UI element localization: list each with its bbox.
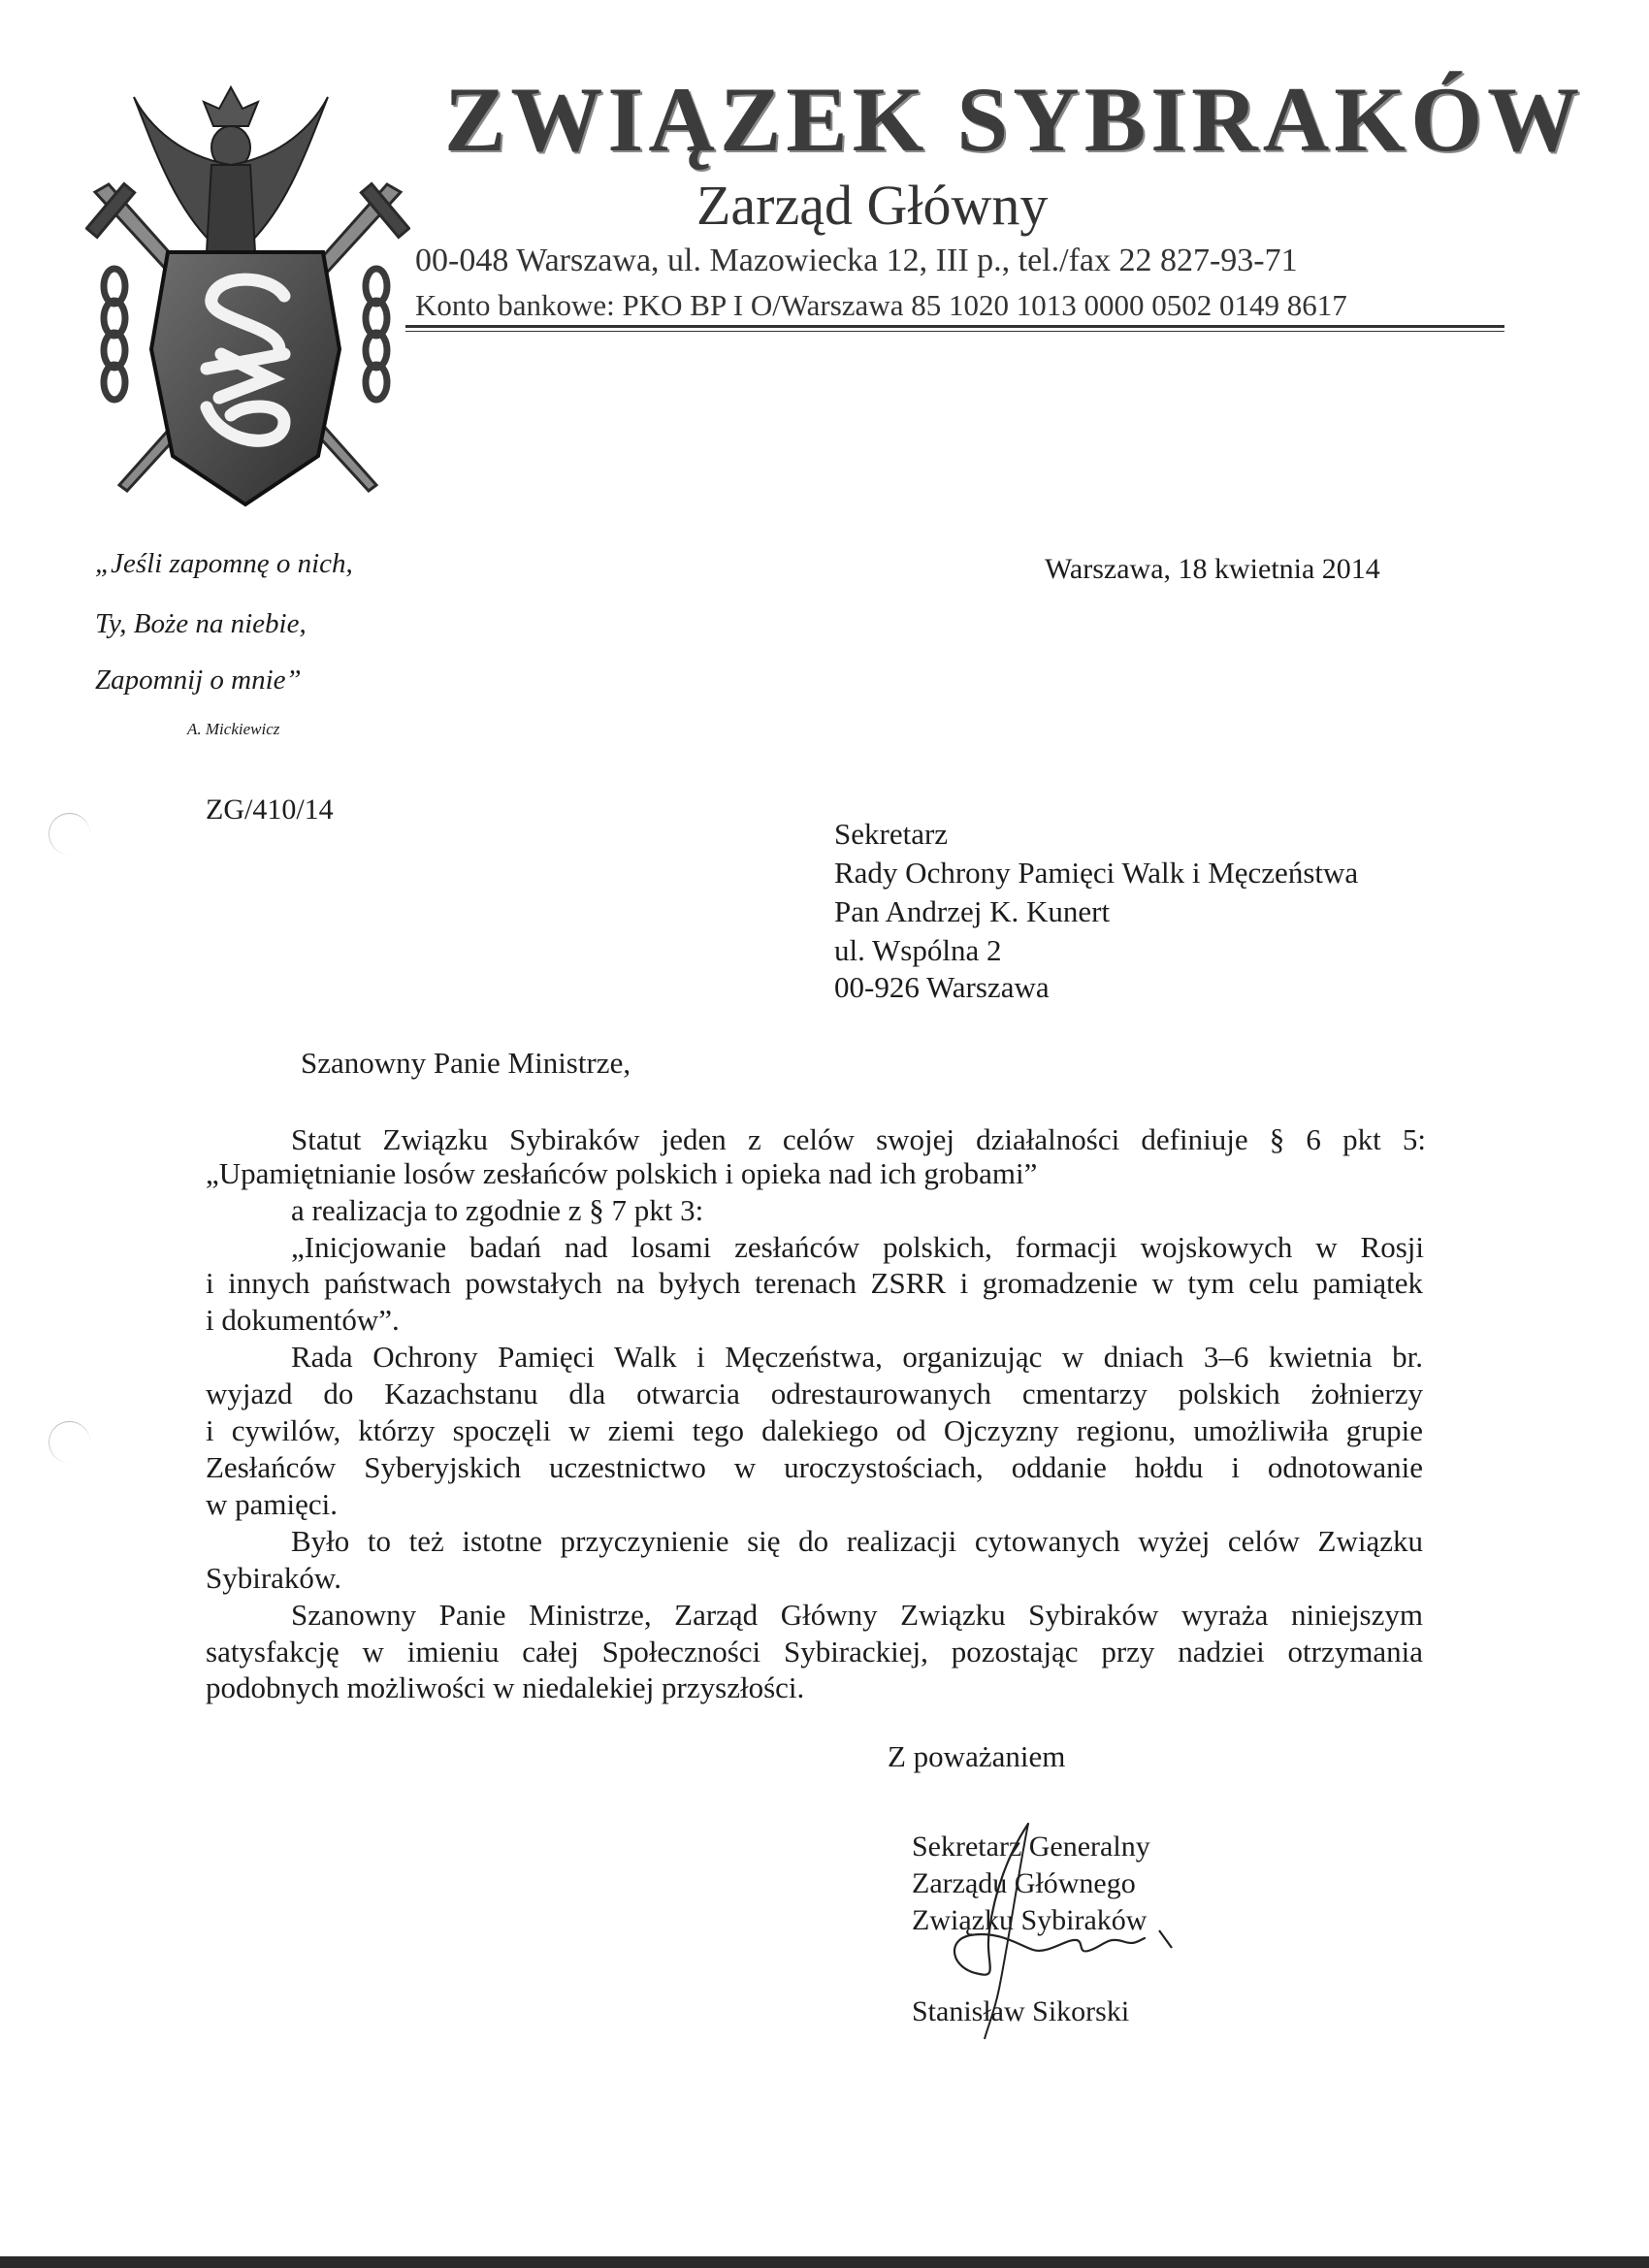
body-line: „Inicjowanie badań nad losami zesłańców polskich, formacji wojskowych w Rosji: [291, 1230, 1424, 1264]
body-line: „Upamiętnianie losów zesłańców polskich i opieka nad ich grobami”: [206, 1156, 1038, 1190]
signatory-name: Stanisław Sikorski: [912, 1995, 1130, 2027]
body-line: i dokumentów”.: [206, 1303, 400, 1337]
body-line: w pamięci.: [206, 1487, 339, 1521]
motto-line: Zapomnij o mnie”: [95, 664, 302, 696]
scan-edge: [0, 2256, 1649, 2268]
signatory-title: Sekretarz Generalny: [912, 1831, 1150, 1863]
organization-name: ZWIĄZEK SYBIRAKÓW: [444, 68, 1585, 171]
header-divider: [405, 325, 1504, 328]
motto-line: „Jeśli zapomnę o nich,: [95, 548, 353, 579]
recipient-line: ul. Wspólna 2: [834, 933, 1002, 967]
body-line: i innych państwach powstałych na byłych terenach ZSRR i gromadzenie w tym celu pamiątek: [206, 1266, 1423, 1300]
motto-author: A. Mickiewicz: [187, 720, 280, 738]
union-emblem-logo: [85, 58, 410, 514]
bank-account: Konto bankowe: PKO BP I O/Warszawa 85 1020 1013 0000 0502 0149 8617: [415, 288, 1347, 322]
body-line: Statut Związku Sybiraków jeden z celów swojej działalności definiuje § 6 pkt 5:: [291, 1122, 1426, 1156]
body-line: Sybiraków.: [206, 1561, 342, 1595]
letter-date: Warszawa, 18 kwietnia 2014: [1045, 553, 1380, 585]
recipient-line: Rady Ochrony Pamięci Walk i Męczeństwa: [834, 856, 1359, 890]
body-line: podobnych możliwości w niedalekiej przyszłości.: [206, 1670, 805, 1704]
header-divider-thin: [405, 331, 1504, 332]
salutation: Szanowny Panie Ministrze,: [301, 1046, 631, 1080]
recipient-line: 00-926 Warszawa: [834, 970, 1050, 1004]
closing: Z poważaniem: [888, 1739, 1066, 1773]
organization-subtitle: Zarząd Główny: [696, 174, 1049, 237]
body-line: wyjazd do Kazachstanu dla otwarcia odrestaurowanych cmentarzy polskich żołnierzy: [206, 1377, 1423, 1410]
reference-number: ZG/410/14: [206, 794, 334, 826]
motto-line: Ty, Boże na niebie,: [95, 608, 307, 639]
signatory-title: Zarządu Głównego: [912, 1867, 1136, 1899]
recipient-line: Sekretarz: [834, 817, 949, 851]
shield-icon: [151, 252, 340, 504]
body-line: a realizacja to zgodnie z § 7 pkt 3:: [291, 1193, 704, 1227]
body-line: Rada Ochrony Pamięci Walk i Męczeństwa, organizując w dniach 3–6 kwietnia br.: [291, 1340, 1423, 1374]
body-line: Było to też istotne przyczynienie się do realizacji cytowanych wyżej celów Związku: [291, 1524, 1423, 1558]
body-line: Szanowny Panie Ministrze, Zarząd Główny Związku Sybiraków wyraża niniejszym: [291, 1598, 1423, 1632]
signatory-title: Związku Sybiraków: [912, 1904, 1148, 1936]
punch-hole-mark: [48, 813, 90, 855]
recipient-line: Pan Andrzej K. Kunert: [834, 894, 1111, 928]
organization-address: 00-048 Warszawa, ul. Mazowiecka 12, III p., tel./fax 22 827-93-71: [415, 243, 1298, 278]
body-line: Zesłańców Syberyjskich uczestnictwo w uroczystościach, oddanie hołdu i odnotowanie: [206, 1450, 1423, 1484]
punch-hole-mark: [48, 1421, 90, 1463]
body-line: satysfakcję w imieniu całej Społeczności Sybirackiej, pozostając przy nadziei otrzymania: [206, 1635, 1423, 1669]
body-line: i cywilów, którzy spoczęli w ziemi tego dalekiego od Ojczyzny regionu, umożliwiła grupie: [206, 1413, 1423, 1447]
